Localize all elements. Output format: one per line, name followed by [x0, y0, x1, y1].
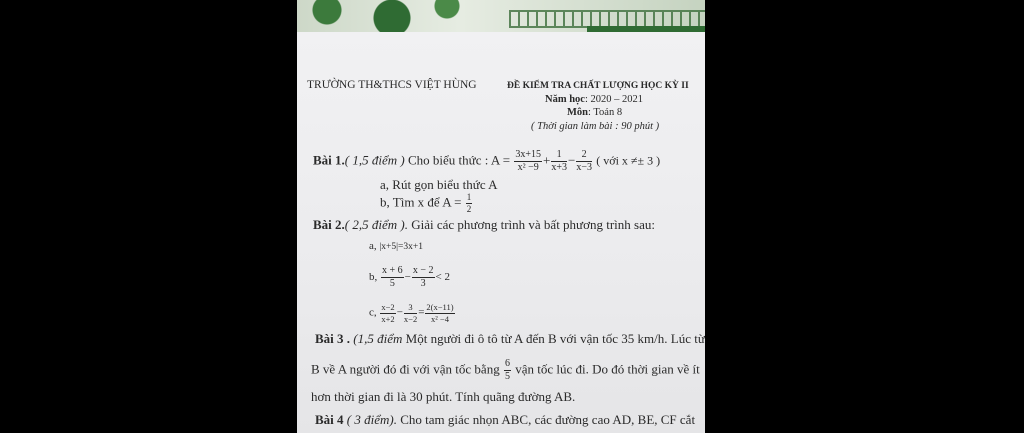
problem-1a: a, Rút gọn biểu thức A	[380, 177, 498, 192]
fraction-3: $\frac{2}{x-3}$	[576, 149, 592, 173]
school-year: Năm học: 2020 – 2021	[545, 94, 644, 105]
problem-4-statement: Bài 4 ( 3 điểm). Cho tam giác nhọn ABC, các đường cao AD, BE, CF cắt	[315, 412, 696, 427]
time-limit: ( Thời gian làm bài : 90 phút )	[531, 121, 660, 132]
document-photo	[297, 0, 705, 433]
fraction-half: $\frac{1}{2}$	[466, 192, 472, 214]
problem-3-line-3: hơn thời gian đi là 30 phút. Tính quãng đường AB.	[311, 389, 576, 404]
problem-3-line-1: Bài 3 . (1,5 điểm Một người đi ô tô từ A đến B với vận tốc 35 km/h. Lúc từ	[315, 331, 705, 346]
fraction-2: $\frac{1}{x+3}$	[551, 149, 567, 173]
fraction-six-fifths: $\frac{6}{5}$	[504, 358, 510, 382]
problem-2-statement: Bài 2.( 2,5 điểm ). Giải các phương trình và bất phương trình sau:	[313, 217, 655, 232]
school-name: TRƯỜNG TH&THCS VIỆT HÙNG	[307, 79, 477, 91]
exam-title: ĐỀ KIỂM TRA CHẤT LƯỢNG HỌC KỲ II	[507, 81, 689, 91]
problem-2c: c, $\frac{x-2}{x+2}$ − $\frac{3}{x-2}$ = $\frac{2(x-11)}{\text{x² −4}}$	[369, 302, 454, 324]
problem-2b: b, $\frac{x + 6}{5}$ − $\frac{x - 2}{3}$ < 2	[369, 265, 450, 289]
fraction-1: $\frac{3x+15}{\text{x² −9}}$	[515, 149, 542, 173]
problem-2a: a, |x+5|=3x+1	[369, 240, 424, 252]
problem-1b: b, Tìm x để A = $\frac{1}{2}$	[380, 192, 472, 214]
exam-paper	[297, 32, 705, 433]
problem-3-line-2: B về A người đó đi với vận tốc bằng $\frac{6}{5}$ vận tốc lúc đi. Do đó thời gian về ít	[311, 358, 700, 382]
subject: Môn: Toán 8	[567, 107, 623, 118]
problem-1-statement: Bài 1.( 1,5 điểm ) Cho biểu thức : A = $\frac{3x+15}{\text{x² −9}}$ + $\frac{1}{x+3}$ − $\frac{2}{x-3}$ ( với x ≠± 3 )	[313, 149, 661, 173]
